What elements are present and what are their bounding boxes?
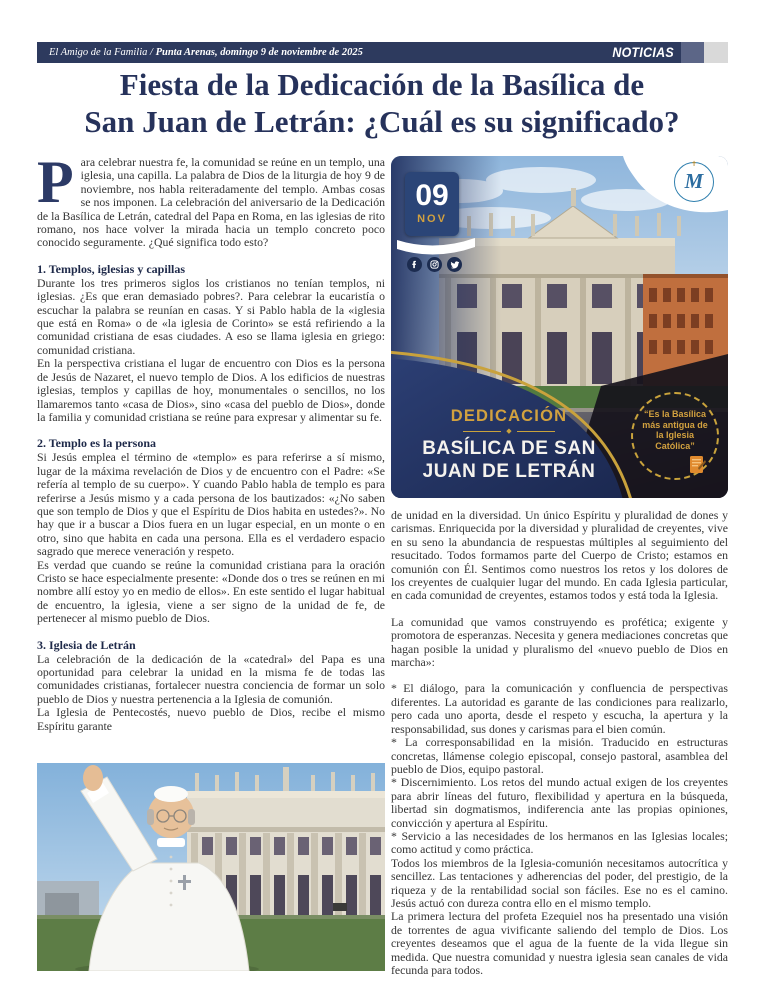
masthead-text xyxy=(37,47,363,58)
social-icons-row xyxy=(407,257,462,272)
intro-text: ara celebrar nuestra fe, la comunidad se reúne en un templo, una iglesia, una capilla. La palabra de Dios de la liturgia de hoy 9 de noviembre, nos habla reiteradamente del templo. Ambas cosas se nos imponen. La celebración del aniversario de la Dedicación de la Basílica de Letrán, catedral del Papa en Roma, en las iglesias de rito romano, nos hace volver la mirada hacia un templo concreto poco conocido seguramente. ¿Qué significa todo esto? xyxy=(37,155,385,250)
article-column-right xyxy=(391,156,728,977)
date-month: NOV xyxy=(417,213,447,225)
page-title-line2: San Juan de Letrán: ¿Cuál es su significado? xyxy=(84,104,680,139)
page-title xyxy=(0,66,764,140)
paragraph: * La corresponsabilidad en la misión. Traducido en estructuras concretas, llámense colegio episcopal, consejo pastoral, asamblea del pueblo de Dios, equipo pastoral. xyxy=(391,735,728,776)
intro-paragraph xyxy=(37,149,385,250)
pope-photo xyxy=(37,763,385,971)
paragraph: de unidad en la diversidad. Un único Espíritu y pluralidad de dones y carismas. Enriquecida por la diversidad y pluralidad de creyentes, vive en su seno la abundancia de respuestas múltiples al seguimiento del resucitado. Todos formamos parte del Cuerpo de Cristo; estamos en comunión con Él. Sentimos como nuestros los retos y los dolores de los creyentes de cualquier lugar del mundo. En cada Iglesia particular, en cada comunidad de creyentes, estamos todos y está toda la Iglesia. xyxy=(391,508,728,603)
noticias-badge: NOTICIAS xyxy=(612,45,674,60)
masthead-bar xyxy=(37,42,681,63)
sticker-text: “Es la Basílica más antigua de la Iglesia Católica” xyxy=(642,409,708,451)
paragraph: * El diálogo, para la comunicación y confluencia de perspectivas diferentes. La autoridad es garante de las condiciones para realizarlo, pero cada uno aporta, desde el respeto y escucha, la apertura y la responsabilidad, sus dones y carismas para el bien común. xyxy=(391,681,728,736)
paragraph: * Discernimiento. Los retos del mundo actual exigen de los creyentes para abrir líneas del futuro, flexibilidad y apertura en la búsqueda, libertad sin dogmatismos, indiferencia ante las propias opiniones, convicción y apertura al Espíritu. xyxy=(391,775,728,830)
paragraph: Todos los miembros de la Iglesia-comunión necesitamos autocrítica y sencillez. Las tentaciones y adherencias del poder, del prestigio, de la riqueza y de la rentabilidad social son fáciles. Ese no es el camino. Jesús actuó con dureza contra ello en el mismo templo. xyxy=(391,855,728,910)
section-heading-1: 1. Templos, iglesias y capillas xyxy=(37,261,186,276)
dedication-label: DEDICACIÓN xyxy=(450,407,568,425)
note-pencil-icon xyxy=(689,454,706,475)
basilica-title-line1: BASÍLICA DE SAN xyxy=(422,438,596,459)
date-day: 09 xyxy=(415,179,449,212)
facebook-icon xyxy=(407,257,422,272)
paragraph: La celebración de la dedicación de la «catedral» del Papa es una oportunidad para celebrar la unidad en la misma fe de todas las comunidades cristianas, fortalecer nuestra conciencia de formar un solo pueblo de Dios y nuestra pertenencia a la Iglesia de comunión. xyxy=(37,651,385,706)
masthead-gray-segment xyxy=(704,42,728,63)
paragraph: En la perspectiva cristiana el lugar de encuentro con Dios es la persona de Jesús de Nazaret, el nuevo templo de Dios. A los edificios de nuestras iglesias, templos y capillas de hoy, monumentales o sencillos, no los llamaremos tanto «casa de Dios», sino «casa del pueblo de Dios», donde la familia y comunidad cristiana se reúne para expresar y alimentar su fe. xyxy=(37,356,385,424)
paragraph: Si Jesús emplea el término de «templo» es para referirse a sí mismo, lugar de la máxima revelación de Dios y de encuentro con el Padre: «Se refería al templo de su cuerpo». Y cuando Pablo habla de templo es para referirse a Jesús mismo y a cada persona de los bautizados: «¿No saben que son templo de Dios y que el Espíritu de Dios habita en ustedes?». No hay que ir a buscar a Dios fuera en un lugar especial, en un monte o en otro, sino que habita en cada una persona. Ella es el verdadero espacio sagrado que merece veneración y respeto. xyxy=(37,450,385,559)
paragraph: La primera lectura del profeta Ezequiel nos ha presentado una visión de torrentes de agua vivificante saliendo del templo de Dios. Los creyentes deseamos que el agua de la fuente de la vida llegue sin medida. Que nuestra comunidad y nuestra iglesia sean canales de vida fecunda para todos. xyxy=(391,909,728,977)
basilica-title-line2: JUAN DE LETRÁN xyxy=(422,460,596,482)
instagram-icon xyxy=(427,257,442,272)
marian-logo xyxy=(674,162,714,202)
paragraph: * Servicio a las necesidades de los hermanos en las Iglesias locales; como actitud y como práctica. xyxy=(391,828,728,857)
feature-card xyxy=(391,156,728,498)
paragraph: La comunidad que vamos construyendo es profética; exigente y promotora de esperanzas. Necesita y genera mediaciones concretas que hagan posible la unidad y pluralismo del «nuevo pueblo de Dios en marcha»: xyxy=(391,614,728,670)
logo-cross-icon: ✝ xyxy=(691,161,697,168)
paragraph: La Iglesia de Pentecostés, nuevo pueblo de Dios, recibe el mismo Espíritu garante xyxy=(37,705,385,733)
paragraph: Es verdad que cuando se reúne la comunidad cristiana para la oración Cristo se hace especialmente presente: «Donde dos o tres se reúnen en mi nombre allí estoy yo en medio de ellos». En este sentido el lugar habitual de encuentro, la iglesia, viene a ser signo de la unidad de fe, de pertenecer al mismo pueblo de Dios. xyxy=(37,557,385,626)
twitter-icon xyxy=(447,257,462,272)
dedication-block xyxy=(407,406,611,483)
page-title-line1: Fiesta de la Dedicación de la Basílica de xyxy=(119,67,645,102)
drop-cap: P xyxy=(37,149,74,215)
masthead-date: Punta Arenas, domingo 9 de noviembre de 2025 xyxy=(155,47,363,58)
section-heading-3: 3. Iglesia de Letrán xyxy=(37,637,136,652)
diamond-icon: ◆ xyxy=(506,428,512,435)
masthead-brand: El Amigo de la Familia / xyxy=(49,47,156,58)
pope-photo-illustration xyxy=(37,763,385,971)
paragraph: Durante los tres primeros siglos los cristianos no tenían templos, ni iglesias. ¿Es que eran demasiado pobres?. Para celebrar la eucaristía o escuchar la palabra se reunían en casas. Y si Pablo habla de la «iglesia que está en Roma» o de «la iglesia de Corinto» se está refiriendo a la comunidad cristiana de esas ciudades. A eso se llama iglesia en griego: comunidad cristiana. xyxy=(37,275,385,357)
date-badge xyxy=(405,172,459,236)
masthead-slate-segment xyxy=(681,42,704,63)
dedication-divider xyxy=(407,428,611,435)
article-column-left xyxy=(37,149,385,971)
logo-monogram: M xyxy=(684,169,704,193)
section-heading-2: 2. Templo es la persona xyxy=(37,436,157,451)
